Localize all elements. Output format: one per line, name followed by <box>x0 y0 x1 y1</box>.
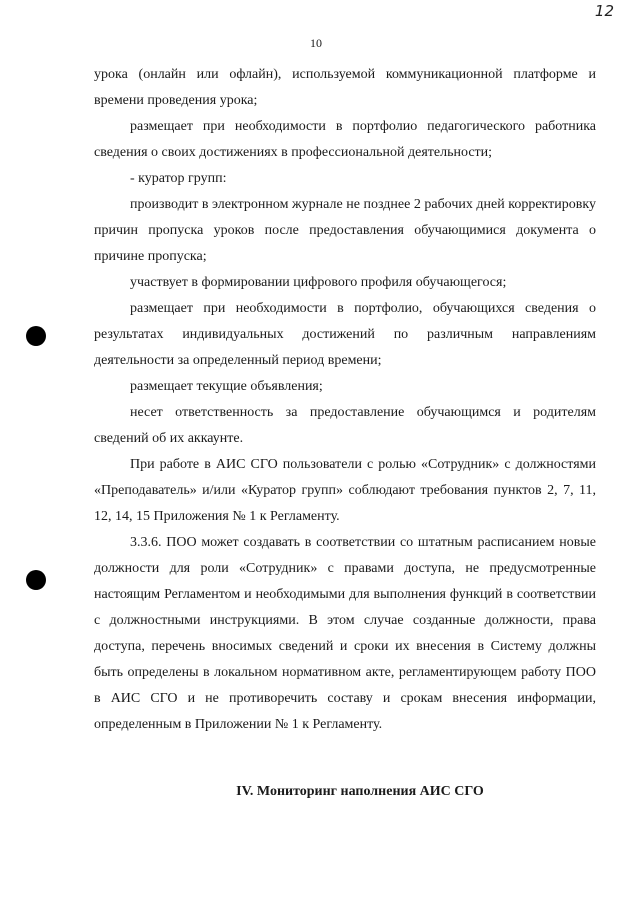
section-heading: IV. Мониторинг наполнения АИС СГО <box>236 784 484 799</box>
paragraph: несет ответственность за предоставление обучающимся и родителям сведений об их аккаунте. <box>94 405 596 446</box>
punch-hole-mark <box>26 326 46 346</box>
page-number: 10 <box>310 36 322 50</box>
paragraph: 3.3.6. ПОО может создавать в соответствии со штатным расписанием новые должности для роли «Сотрудник» с правами доступа, не предусмотренные настоящим Регламентом и необходимыми для выполнения функций в соответствии с должностными инструкциями. В этом случае созданные должности, права доступа, перечень вносимых сведений и сроки их внесения в Систему должны быть определены в локальном нормативном акте, регламентирующем работу ПОО в АИС СГО и не противоречить составу и срокам внесения информации, определенным в Приложении № 1 к Регламенту. <box>94 535 596 732</box>
body-text <box>94 62 596 738</box>
paragraph: - куратор групп: <box>130 171 227 186</box>
paragraph: производит в электронном журнале не позднее 2 рабочих дней корректировку причин пропуска уроков после предоставления обучающимися документа о причине пропуска; <box>94 197 596 264</box>
paragraph: При работе в АИС СГО пользователи с ролью «Сотрудник» с должностями «Преподаватель» и/или «Куратор групп» соблюдают требования пунктов 2, 7, 11, 12, 14, 15 Приложения № 1 к Регламенту. <box>94 457 596 524</box>
paragraph: урока (онлайн или офлайн), используемой коммуникационной платформе и времени проведения урока; <box>94 67 596 108</box>
paragraph: размещает при необходимости в портфолио педагогического работника сведения о своих достижениях в профессиональной деятельности; <box>94 119 596 160</box>
paragraph: размещает текущие объявления; <box>130 379 323 394</box>
paragraph: участвует в формировании цифрового профиля обучающегося; <box>130 275 507 290</box>
handwritten-page-mark: 12 <box>594 2 614 20</box>
paragraph: размещает при необходимости в портфолио, обучающихся сведения о результатах индивидуальных достижений по различным направлениям деятельности за определенный период времени; <box>94 301 596 368</box>
punch-hole-mark <box>26 570 46 590</box>
